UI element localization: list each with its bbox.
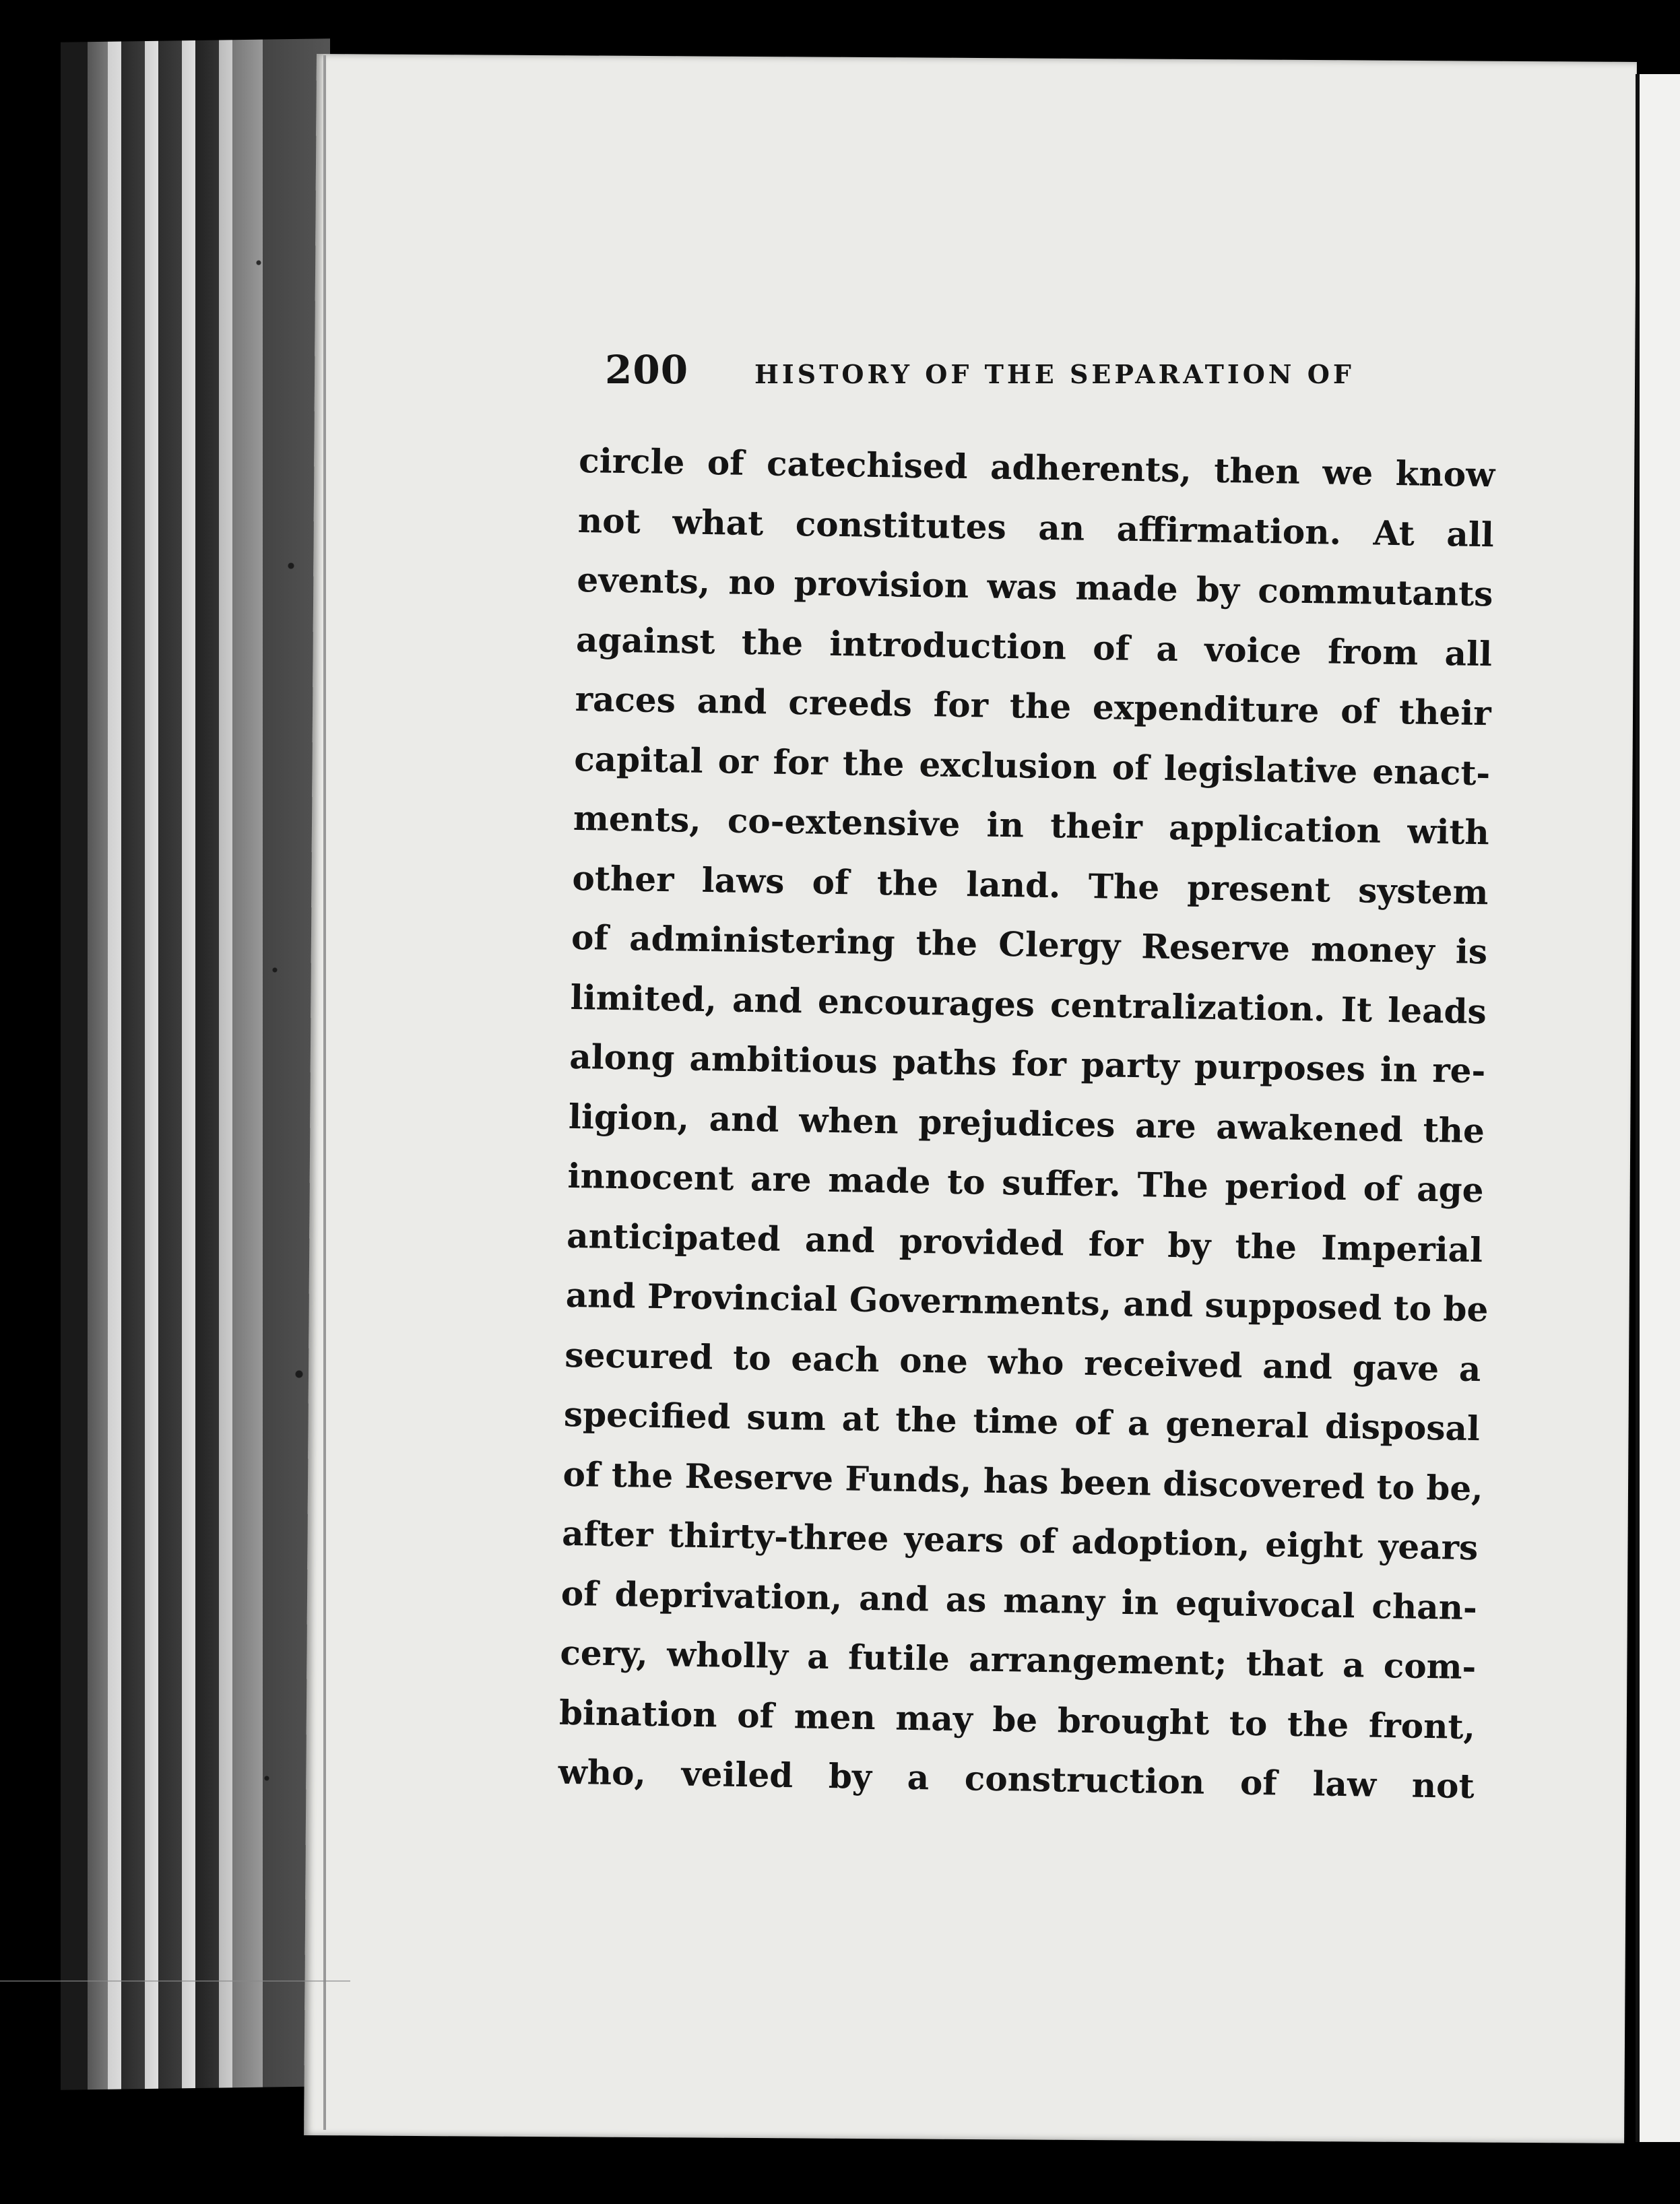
page-header — [605, 347, 1440, 401]
text-line: ligion, and when prejudices are awakened the — [568, 1096, 1485, 1150]
text-line: capital or for the exclusion of legislative enact- — [573, 738, 1491, 793]
text-line: of administering the Clergy Reserve money is — [571, 917, 1488, 972]
text-line: circle of catechised adherents, then we know — [578, 440, 1495, 495]
text-line: cery, wholly a futile arrangement; that a com- — [560, 1632, 1477, 1687]
text-line: other laws of the land. The present system — [572, 857, 1489, 912]
text-line: races and creeds for the expenditure of their — [575, 678, 1492, 734]
text-line: events, no provision was made by commutants — [577, 559, 1493, 614]
page-number: 200 — [605, 347, 689, 393]
text-line: against the introduction of a voice from all — [575, 619, 1493, 674]
scan-artifact-line — [0, 1980, 350, 1982]
text-line: secured to each one who received and gave a — [564, 1334, 1481, 1389]
text-line: along ambitious paths for party purposes in re- — [569, 1036, 1486, 1091]
text-line: not what constitutes an affirmation. At all — [577, 500, 1495, 554]
running-head: HISTORY OF THE SEPARATION OF — [754, 359, 1355, 389]
text-line: and Provincial Governments, and supposed to be — [565, 1274, 1489, 1330]
facing-page-edge — [1636, 74, 1680, 2142]
text-line: who, veiled by a construction of law not — [558, 1751, 1475, 1807]
text-line: bination of men may be brought to the front, — [558, 1692, 1476, 1747]
text-line: innocent are made to suffer. The period of age — [567, 1155, 1484, 1210]
text-line: of the Reserve Funds, has been discovered to be, — [562, 1454, 1484, 1508]
text-line: specified sum at the time of a general disposal — [563, 1394, 1481, 1449]
text-line: ments, co-extensive in their application with — [573, 798, 1490, 853]
body-text — [558, 431, 1495, 1817]
text-line: anticipated and provided for by the Imperial — [566, 1215, 1483, 1270]
text-line: limited, and encourages centralization. It leads — [570, 977, 1487, 1031]
text-line: after thirty-three years of adoption, eight years — [561, 1513, 1479, 1568]
page-gutter-shadow — [323, 55, 326, 2130]
text-line: of deprivation, and as many in equivocal chan- — [560, 1573, 1478, 1627]
